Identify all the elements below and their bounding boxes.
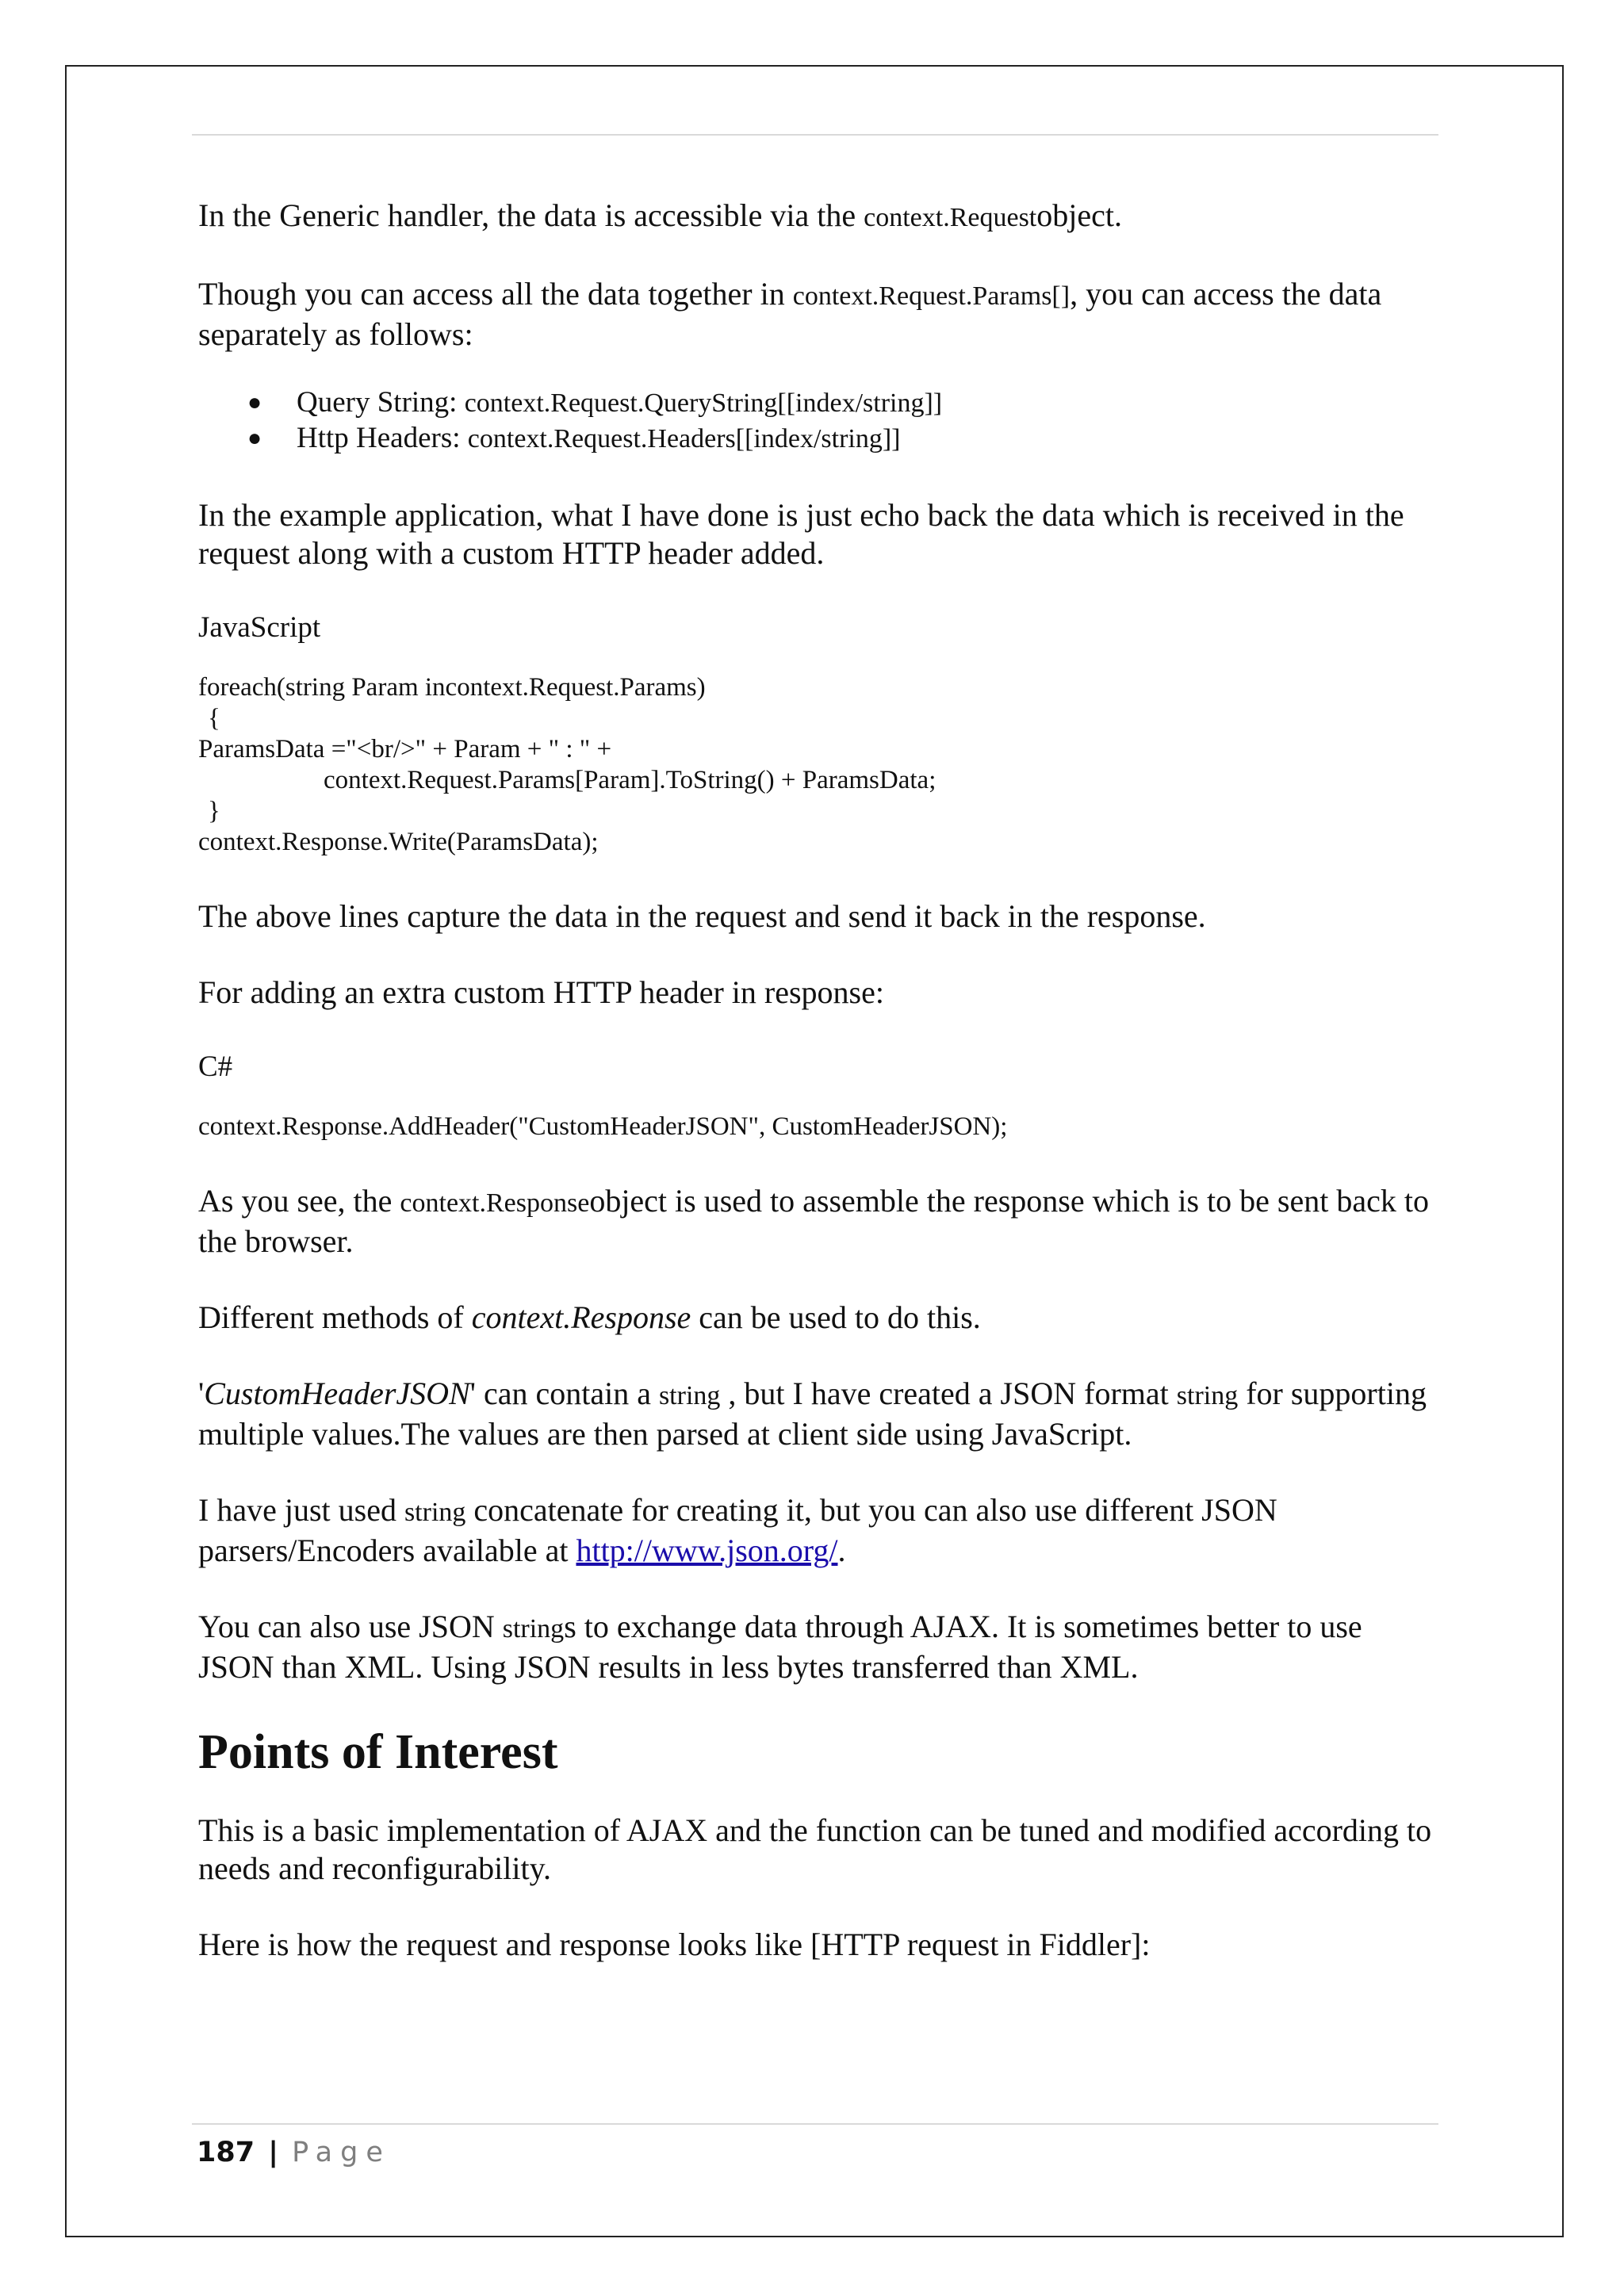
inline-code: context.Response: [400, 1188, 590, 1218]
code-block-javascript: [198, 672, 1435, 858]
code-line: foreach(string Param incontext.Request.Params): [198, 673, 706, 702]
bullet-list: [198, 385, 1435, 457]
header-rule: [192, 134, 1438, 136]
page-label: Page: [292, 2137, 391, 2168]
inline-code: string: [404, 1498, 466, 1527]
inline-code: context.Request.Headers[[index/string]]: [467, 424, 901, 453]
italic-term: context.Response: [471, 1299, 691, 1335]
footer-rule: [192, 2123, 1438, 2125]
page-footer: [197, 2135, 391, 2170]
inline-code: context.Request: [864, 203, 1037, 232]
paragraph-json-strings: You can also use JSON strings to exchange data through AJAX. It is sometimes better to use JSON than XML. Using JSON results in less bytes transferred than XML.: [198, 1609, 1362, 1685]
code-line: ParamsData ="<br/>" + Param + " : " +: [198, 735, 612, 763]
paragraph-different-methods: Different methods of context.Response can be used to do this.: [198, 1299, 981, 1335]
page-number: 187: [197, 2137, 255, 2168]
paragraph-json-parsers: I have just used string concatenate for creating it, but you can also use different JSON parsers/Encoders available at http://www.json.org/.: [198, 1492, 1277, 1568]
inline-code: string: [658, 1381, 721, 1410]
json-org-link[interactable]: http://www.json.org/: [576, 1533, 838, 1568]
inline-code: string: [502, 1614, 565, 1644]
code-line: {: [208, 704, 220, 733]
inline-code: context.Request.Params[]: [792, 281, 1071, 311]
paragraph-access-data: Though you can access all the data together in context.Request.Params[], you can access the data separately as follows:: [198, 276, 1382, 352]
paragraph-fiddler: Here is how the request and response looks like [HTTP request in Fiddler]:: [198, 1927, 1151, 1962]
inline-code: string: [1176, 1381, 1239, 1410]
bullet-icon: ●: [247, 389, 262, 415]
code-line: context.Response.Write(ParamsData);: [198, 828, 599, 856]
bullet-icon: ●: [247, 425, 262, 451]
paragraph-capture-data: The above lines capture the data in the request and send it back in the response.: [198, 898, 1206, 934]
paragraph-generic-handler: In the Generic handler, the data is accessible via the context.Requestobject.: [198, 197, 1122, 233]
footer-separator: |: [268, 2137, 278, 2168]
paragraph-example-application: In the example application, what I have done is just echo back the data which is received in the request along with a custom HTTP header added.: [198, 497, 1404, 571]
paragraph-response-object: As you see, the context.Responseobject is used to assemble the response which is to be sent back to the browser.: [198, 1183, 1429, 1259]
code-line: context.Request.Params[Param].ToString() + ParamsData;: [324, 766, 936, 794]
section-heading: Points of Interest: [198, 1725, 558, 1779]
page-content: [198, 197, 1435, 2002]
italic-term: CustomHeaderJSON: [204, 1376, 470, 1411]
paragraph-custom-header: For adding an extra custom HTTP header in response:: [198, 974, 884, 1010]
list-item: ● Http Headers: context.Request.Headers[[index/string]]: [247, 422, 901, 454]
code-language-label: JavaScript: [198, 611, 321, 644]
list-item: ● Query String: context.Request.QueryString[[index/string]]: [247, 386, 943, 419]
code-language-label: C#: [198, 1050, 233, 1083]
paragraph-basic-implementation: This is a basic implementation of AJAX and the function can be tuned and modified according to needs and reconfigurability.: [198, 1812, 1432, 1886]
inline-code: context.Request.QueryString[[index/string]]: [464, 388, 943, 418]
code-block-csharp: [198, 1112, 1435, 1142]
paragraph-custom-header-json: 'CustomHeaderJSON' can contain a string , but I have created a JSON format string for supporting multiple values.The values are then parsed at client side using JavaScript.: [198, 1376, 1427, 1452]
code-line: }: [208, 797, 220, 825]
code-line: context.Response.AddHeader("CustomHeaderJSON", CustomHeaderJSON);: [198, 1112, 1008, 1141]
